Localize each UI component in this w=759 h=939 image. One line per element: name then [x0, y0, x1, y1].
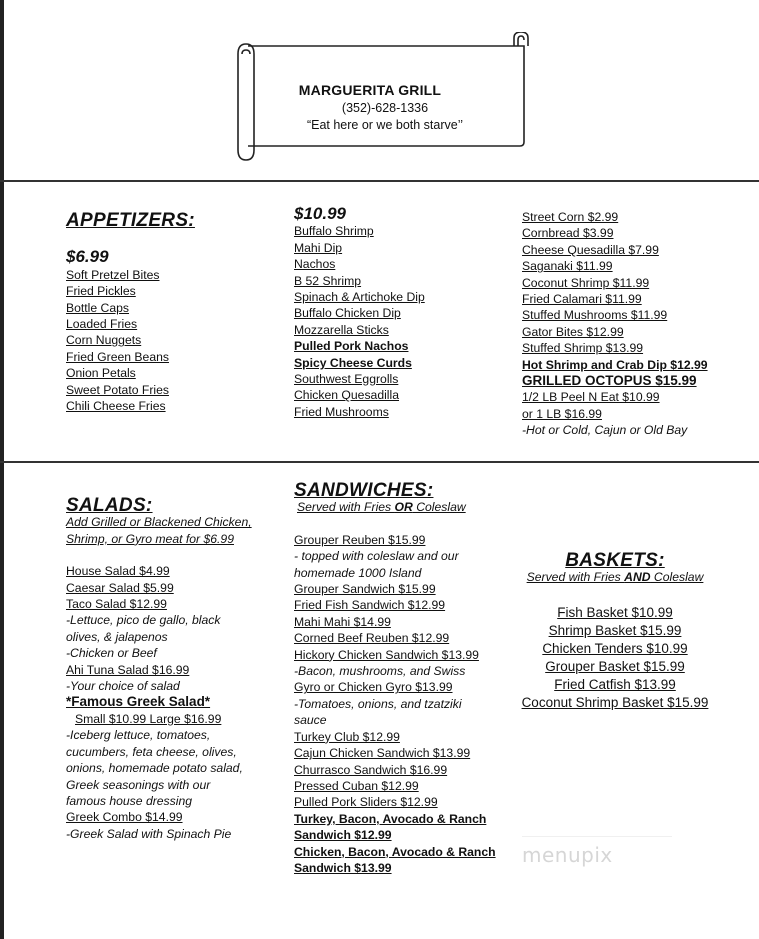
- appetizers-column-2: [294, 206, 425, 420]
- menu-item: Corn Nuggets: [66, 333, 142, 348]
- item-description: -Chicken or Beef: [66, 646, 157, 661]
- menu-item-featured: Hot Shrimp and Crab Dip $12.99: [522, 357, 708, 372]
- restaurant-name: MARGUERITA GRILL: [298, 82, 442, 98]
- sandwiches-subtitle: Served with Fries OR Coleslaw: [297, 500, 466, 515]
- salads-title: SALADS:: [66, 495, 153, 516]
- menu-item: Loaded Fries: [66, 317, 138, 332]
- appetizers-column-3: [522, 209, 708, 439]
- menu-item: Mozzarella Sticks: [294, 322, 389, 337]
- item-description: -Greek Salad with Spinach Pie: [66, 826, 232, 841]
- menu-item: Turkey Club $12.99: [294, 729, 400, 744]
- menu-item: Spinach & Artichoke Dip: [294, 290, 425, 305]
- menu-item: Shrimp Basket $15.99: [548, 622, 682, 638]
- menu-item: Churrasco Sandwich $16.99: [294, 762, 448, 777]
- menu-item: Mahi Dip: [294, 240, 343, 255]
- menu-item: Pressed Cuban $12.99: [294, 778, 419, 793]
- baskets-subtitle: Served with Fries AND Coleslaw: [526, 570, 704, 585]
- item-description: -Lettuce, pico de gallo, black: [66, 613, 221, 628]
- menu-item: Pulled Pork Sliders $12.99: [294, 795, 438, 810]
- menu-item: Street Corn $2.99: [522, 210, 619, 224]
- menu-item: or 1 LB $16.99: [522, 406, 602, 421]
- item-description: -Bacon, mushrooms, and Swiss: [294, 664, 466, 679]
- menu-item: Stuffed Shrimp $13.99: [522, 341, 644, 356]
- item-description: homemade 1000 Island: [294, 565, 422, 580]
- menu-item-featured: Turkey, Bacon, Avocado & Ranch: [294, 811, 487, 826]
- menu-item: Fried Catfish $13.99: [554, 676, 676, 692]
- menu-item: Onion Petals: [66, 366, 136, 381]
- menu-item: Bottle Caps: [66, 300, 130, 315]
- item-description: famous house dressing: [66, 793, 193, 808]
- item-description: onions, homemade potato salad,: [66, 761, 243, 776]
- phone-number: (352)-628-1336: [341, 101, 429, 115]
- menu-item: Saganaki $11.99: [522, 259, 613, 274]
- menu-item: Chili Cheese Fries: [66, 399, 166, 414]
- menu-item: Grouper Basket $15.99: [545, 658, 685, 674]
- menu-item-featured: Sandwich $13.99: [294, 860, 392, 875]
- menu-item: Fish Basket $10.99: [557, 604, 673, 620]
- item-description: sauce: [294, 713, 327, 728]
- item-description: -Your choice of salad: [66, 679, 180, 694]
- baskets-column: [520, 550, 710, 712]
- item-description: olives, & jalapenos: [66, 629, 168, 644]
- sandwiches-column: [294, 480, 496, 876]
- menu-item: Fried Fish Sandwich $12.99: [294, 598, 446, 613]
- menu-item: B 52 Shrimp: [294, 273, 362, 288]
- baskets-title: BASKETS:: [565, 550, 665, 571]
- menu-item: Grouper Sandwich $15.99: [294, 582, 436, 597]
- menu-item-featured: Spicy Cheese Curds: [294, 355, 412, 370]
- menu-item: Gator Bites $12.99: [522, 324, 624, 339]
- greek-salad-sizes: Small $10.99 Large $16.99: [75, 711, 222, 726]
- menu-item: Southwest Eggrolls: [294, 372, 399, 387]
- salads-column: [66, 495, 252, 842]
- menu-item: Fried Calamari $11.99: [522, 292, 642, 307]
- menu-item: Gyro or Chicken Gyro $13.99: [294, 680, 453, 695]
- menu-item: Fried Pickles: [66, 284, 136, 299]
- item-description: cucumbers, feta cheese, olives,: [66, 744, 237, 759]
- menu-item: Cornbread $3.99: [522, 226, 614, 241]
- menu-item-featured: GRILLED OCTOPUS $15.99: [522, 373, 697, 389]
- menu-item-featured: Pulled Pork Nachos: [294, 339, 409, 354]
- menu-item: Cheese Quesadilla $7.99: [522, 242, 659, 257]
- appetizers-title: APPETIZERS:: [66, 210, 195, 231]
- item-description: - topped with coleslaw and our: [294, 549, 459, 564]
- item-description: -Tomatoes, onions, and tzatziki: [294, 696, 462, 711]
- price-group-heading: $10.99: [294, 204, 346, 223]
- menu-item: Coconut Shrimp Basket $15.99: [521, 694, 709, 710]
- menu-item: Coconut Shrimp $11.99: [522, 275, 650, 290]
- menu-item: Hickory Chicken Sandwich $13.99: [294, 647, 479, 662]
- menu-item: Cajun Chicken Sandwich $13.99: [294, 746, 471, 761]
- menu-item: Sweet Potato Fries: [66, 382, 169, 397]
- menu-item: 1/2 LB Peel N Eat $10.99: [522, 390, 660, 405]
- slogan: “Eat here or we both starve’’: [306, 118, 464, 132]
- menupix-watermark: menupix: [522, 836, 672, 889]
- menu-item-featured: Chicken, Bacon, Avocado & Ranch: [294, 844, 496, 859]
- menu-item: Mahi Mahi $14.99: [294, 614, 391, 629]
- menu-item: Caesar Salad $5.99: [66, 580, 174, 595]
- price-group-heading: $6.99: [66, 247, 109, 267]
- salad-addon-note: Shrimp, or Gyro meat for $6.99: [66, 531, 234, 546]
- menu-item: House Salad $4.99: [66, 564, 170, 579]
- menu-item: Corned Beef Reuben $12.99: [294, 631, 450, 646]
- menu-item-featured: Sandwich $12.99: [294, 828, 392, 843]
- menu-item: Buffalo Chicken Dip: [294, 306, 401, 321]
- page-edge: [0, 0, 4, 939]
- menu-item: Fried Green Beans: [66, 349, 169, 364]
- item-description: -Hot or Cold, Cajun or Old Bay: [522, 423, 688, 438]
- section-divider-top: [0, 180, 759, 182]
- menu-item: Nachos: [294, 257, 336, 272]
- menu-item: Greek Combo $14.99: [66, 810, 183, 825]
- menu-item: Fried Mushrooms: [294, 404, 389, 419]
- item-description: -Iceberg lettuce, tomatoes,: [66, 728, 211, 743]
- menu-item: Stuffed Mushrooms $11.99: [522, 308, 668, 323]
- header-scroll-banner: [234, 32, 536, 162]
- sandwiches-title: SANDWICHES:: [294, 480, 434, 501]
- menu-item: Taco Salad $12.99: [66, 597, 167, 612]
- section-divider-middle: [0, 461, 759, 463]
- menu-item: Ahi Tuna Salad $16.99: [66, 662, 190, 677]
- menu-item: Soft Pretzel Bites: [66, 267, 160, 282]
- menu-item: Chicken Tenders $10.99: [542, 640, 688, 656]
- item-description: Greek seasonings with our: [66, 777, 211, 792]
- menu-item: Buffalo Shrimp: [294, 224, 374, 239]
- menu-item: Grouper Reuben $15.99: [294, 532, 426, 547]
- greek-salad-title: *Famous Greek Salad*: [66, 694, 211, 710]
- salad-addon-note: Add Grilled or Blackened Chicken,: [66, 515, 252, 530]
- appetizers-column-1: [66, 210, 195, 414]
- menu-item: Chicken Quesadilla: [294, 388, 400, 403]
